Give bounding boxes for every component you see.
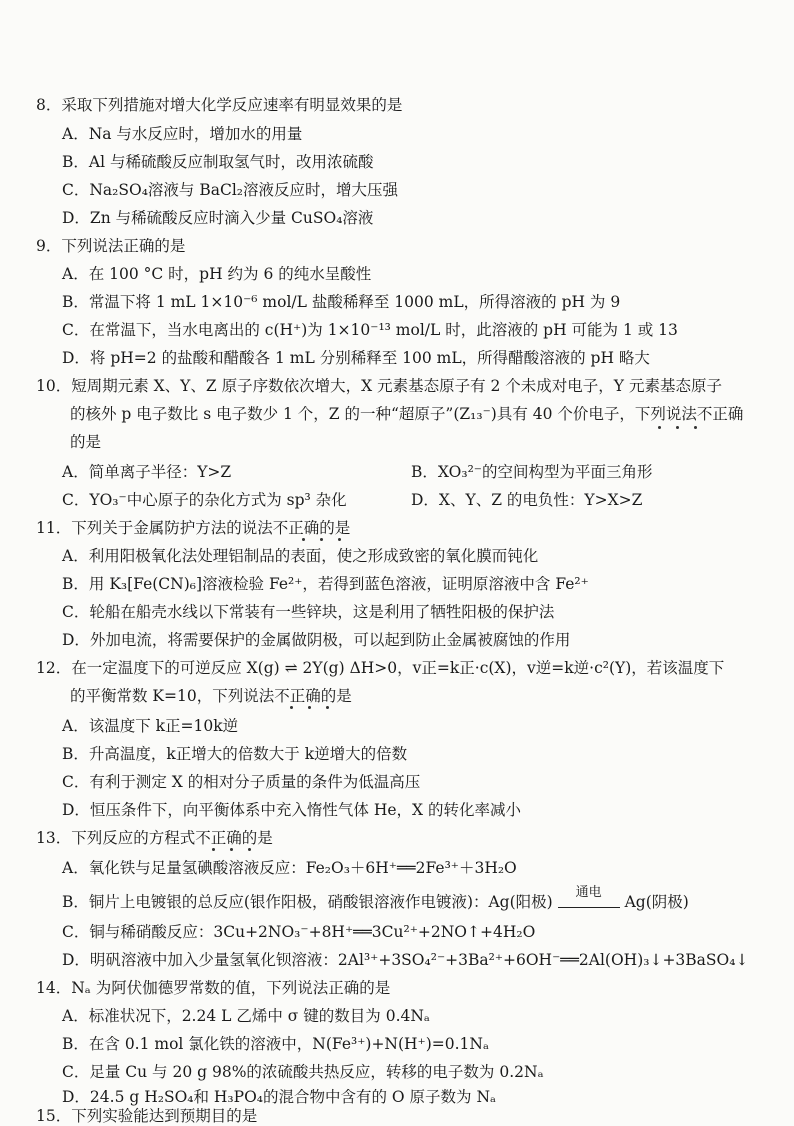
q14-option-c: C．足量 Cu 与 20 g 98%的浓硫酸共热反应，转移的电子数为 0.2Nₐ: [62, 1063, 544, 1081]
q8-stem: 8．采取下列措施对增大化学反应速率有明显效果的是: [36, 96, 403, 114]
q13-option-b-text: B．铜片上电镀银的总反应(银作阳极，硝酸银溶液作电镀液)：Ag(阳极): [62, 893, 553, 911]
q10-option-c: C．YO₃⁻中心原子的杂化方式为 sp³ 杂化: [62, 491, 347, 509]
q13-option-d: D．明矾溶液中加入少量氢氧化钡溶液：2Al³⁺+3SO₄²⁻+3Ba²⁺+6OH⁻══2Al(OH)₃↓+3BaSO₄↓: [62, 951, 749, 969]
emphasis-dot: [338, 538, 341, 541]
q8-option-a: A．Na 与水反应时，增加水的用量: [62, 125, 303, 143]
emphasis-dot: [308, 706, 311, 709]
q10-option-b: B．XO₃²⁻的空间构型为平面三角形: [411, 463, 653, 481]
q14-option-d: D．24.5 g H₂SO₄和 H₃PO₄的混合物中含有的 O 原子数为 Nₐ: [62, 1088, 497, 1106]
q12-stem-line1: 12．在一定温度下的可逆反应 X(g) ⇌ 2Y(g) ΔH>0，v正=k正·c(X)，v逆=k逆·c²(Y)，若该温度下: [36, 659, 725, 677]
q14-stem: 14．Nₐ 为阿伏伽德罗常数的值，下列说法正确的是: [36, 979, 391, 997]
q11-option-a: A．利用阳极氧化法处理铝制品的表面，使之形成致密的氧化膜而钝化: [62, 547, 539, 565]
electrolysis-arrow: [558, 885, 620, 912]
q13-option-b-product: Ag(阴极): [624, 893, 689, 911]
q9-option-a: A．在 100 °C 时，pH 约为 6 的纯水呈酸性: [62, 265, 372, 283]
q10-option-a: A．简单离子半径：Y>Z: [62, 463, 232, 481]
q8-option-c: C．Na₂SO₄溶液与 BaCl₂溶液反应时，增大压强: [62, 181, 399, 199]
q9-option-b: B．常温下将 1 mL 1×10⁻⁶ mol/L 盐酸稀释至 1000 mL，所得溶液的 pH 为 9: [62, 293, 621, 311]
q9-option-c: C．在常温下，当水电离出的 c(H⁺)为 1×10⁻¹³ mol/L 时，此溶液的 pH 可能为 1 或 13: [62, 321, 678, 339]
q14-option-a: A．标准状况下，2.24 L 乙烯中 σ 键的数目为 0.4Nₐ: [62, 1007, 430, 1025]
q8-option-b: B．Al 与稀硫酸反应制取氢气时，改用浓硫酸: [62, 153, 374, 171]
q11-option-c: C．轮船在船壳水线以下常装有一些锌块，这是利用了牺牲阳极的保护法: [62, 603, 555, 621]
q10-stem-line2: 的核外 p 电子数比 s 电子数少 1 个，Z 的一种“超原子”(Z₁₃⁻)具有 40 个价电子，下列说法不正确: [70, 405, 744, 423]
emphasis-dot: [230, 848, 233, 851]
q12-stem-line2: 的平衡常数 K=10，下列说法不正确的是: [70, 687, 352, 705]
emphasis-dot: [658, 426, 661, 429]
emphasis-dot: [326, 706, 329, 709]
q12-option-d: D．恒压条件下，向平衡体系中充入惰性气体 He，X 的转化率减小: [62, 801, 522, 819]
q15-stem: 15．下列实验能达到预期目的是: [36, 1107, 258, 1125]
q14-option-b: B．在含 0.1 mol 氯化铁的溶液中，N(Fe³⁺)+N(H⁺)=0.1Nₐ: [62, 1035, 489, 1053]
q13-stem: 13．下列反应的方程式不正确的是: [36, 829, 273, 847]
q10-option-d: D．X、Y、Z 的电负性：Y>X>Z: [411, 491, 643, 509]
q12-option-c: C．有利于测定 X 的相对分子质量的条件为低温高压: [62, 773, 421, 791]
emphasis-dot: [302, 538, 305, 541]
emphasis-dot: [290, 706, 293, 709]
q13-option-c: C．铜与稀硝酸反应：3Cu+2NO₃⁻+8H⁺══3Cu²⁺+2NO↑+4H₂O: [62, 923, 536, 941]
emphasis-dot: [676, 426, 679, 429]
emphasis-dot: [694, 426, 697, 429]
q13-option-a: A．氧化铁与足量氢碘酸溶液反应：Fe₂O₃＋6H⁺══2Fe³⁺＋3H₂O: [62, 859, 517, 877]
q11-stem: 11．下列关于金属防护方法的说法不正确的是: [36, 519, 351, 537]
q10-stem-line3: 的是: [70, 433, 102, 451]
emphasis-dot: [212, 848, 215, 851]
q10-stem-line1: 10．短周期元素 X、Y、Z 原子序数依次增大，X 元素基态原子有 2 个未成对电子，Y 元素基态原子: [36, 377, 722, 395]
q12-option-a: A．该温度下 k正=10k逆: [62, 717, 239, 735]
q8-option-d: D．Zn 与稀硫酸反应时滴入少量 CuSO₄溶液: [62, 209, 374, 227]
emphasis-dot: [248, 848, 251, 851]
q11-option-d: D．外加电流，将需要保护的金属做阴极，可以起到防止金属被腐蚀的作用: [62, 631, 571, 649]
emphasis-dot: [320, 538, 323, 541]
q9-option-d: D．将 pH=2 的盐酸和醋酸各 1 mL 分别稀释至 100 mL，所得醋酸溶液的 pH 略大: [62, 349, 650, 367]
q13-condition: 通电: [575, 885, 602, 900]
q9-stem: 9．下列说法正确的是: [36, 237, 186, 255]
q13-option-b: [62, 885, 689, 912]
q12-option-b: B．升高温度，k正增大的倍数大于 k逆增大的倍数: [62, 745, 408, 763]
q11-option-b: B．用 K₃[Fe(CN)₆]溶液检验 Fe²⁺，若得到蓝色溶液，证明原溶液中含 Fe²⁺: [62, 575, 589, 593]
